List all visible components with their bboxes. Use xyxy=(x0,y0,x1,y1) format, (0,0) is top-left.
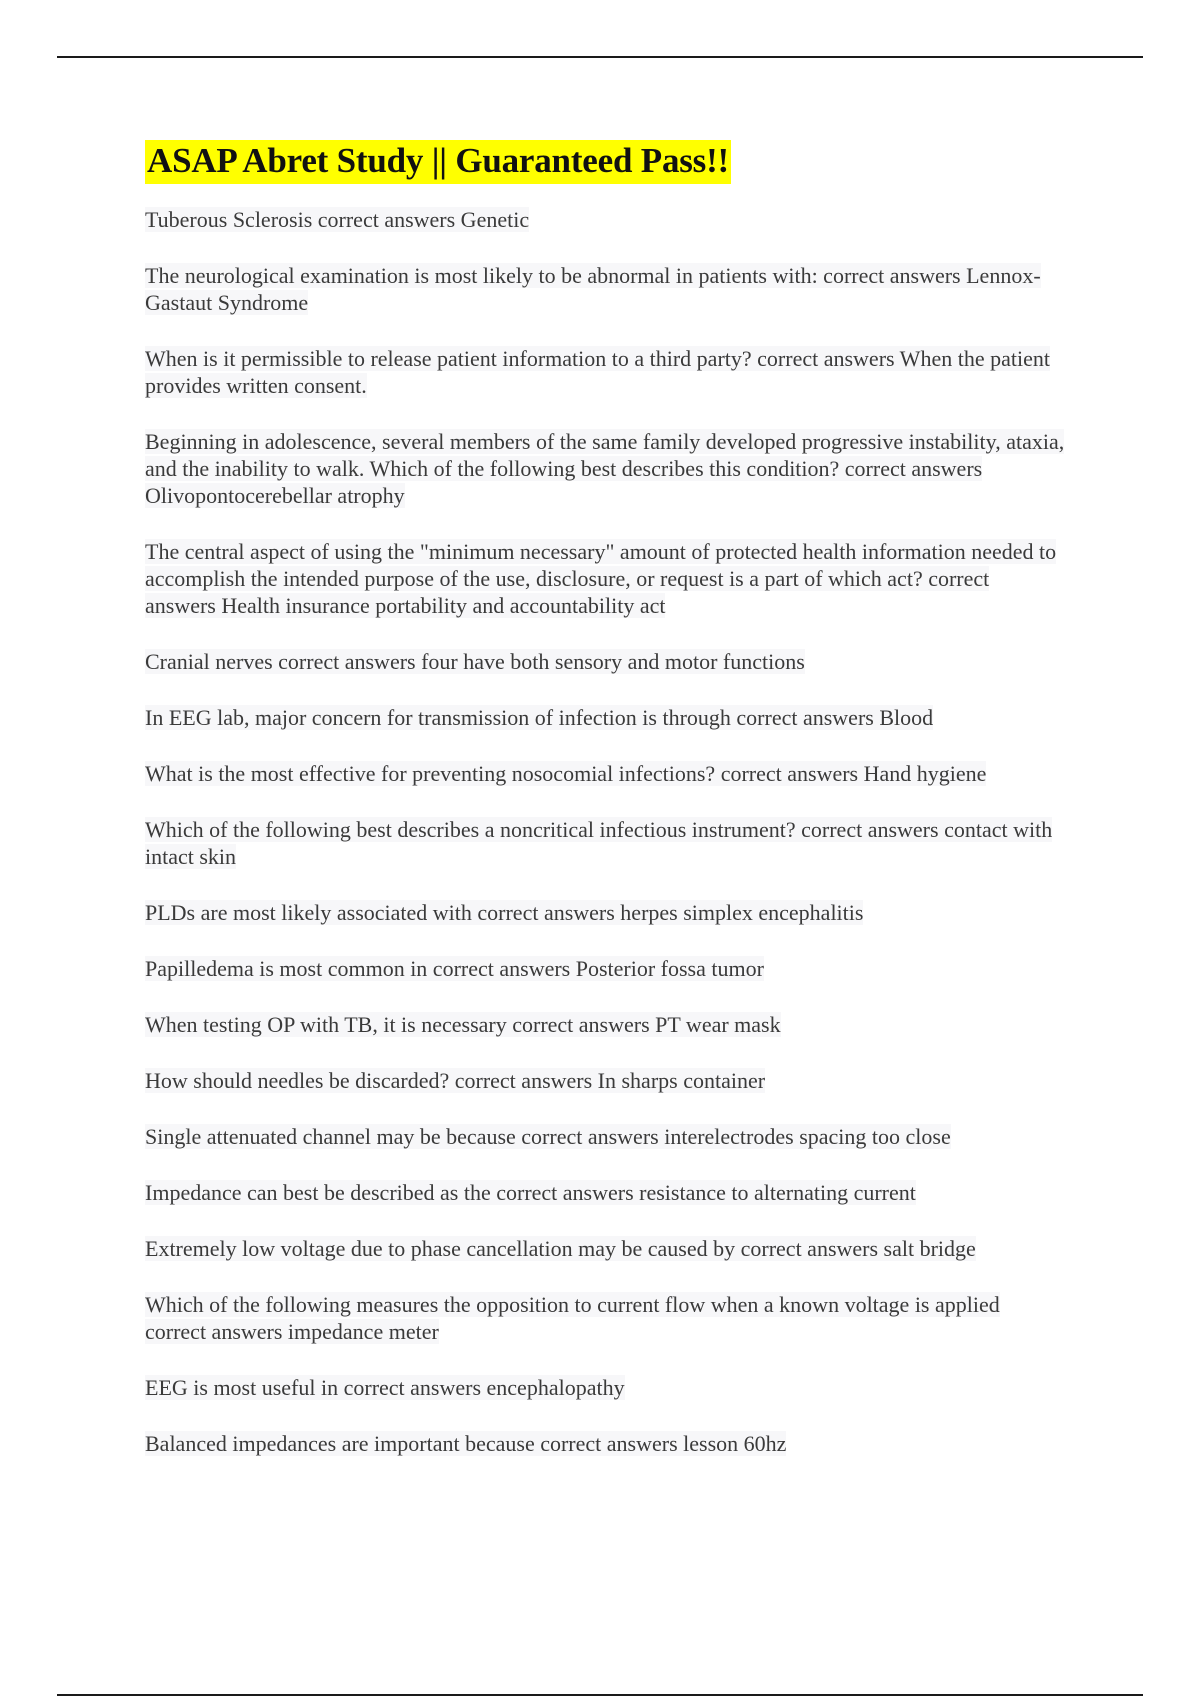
qa-text: Which of the following best describes a noncritical infectious instrument? correct answers contact with intact skin xyxy=(145,817,1053,869)
qa-text: Single attenuated channel may be because correct answers interelectrodes spacing too close xyxy=(145,1124,951,1149)
bottom-rule xyxy=(57,1694,1143,1696)
list-item xyxy=(145,955,1065,982)
list-item xyxy=(145,206,1065,233)
list-item xyxy=(145,1374,1065,1401)
list-item xyxy=(145,1235,1065,1262)
list-item xyxy=(145,538,1065,619)
qa-text: The central aspect of using the "minimum necessary" amount of protected health information needed to accomplish the intended purpose of the use, disclosure, or request is a part of which act? correct answers Health insurance portability and accountability act xyxy=(145,539,1057,618)
qa-text: How should needles be discarded? correct answers In sharps container xyxy=(145,1068,766,1093)
list-item xyxy=(145,899,1065,926)
list-item xyxy=(145,262,1065,316)
list-item xyxy=(145,345,1065,399)
list-item xyxy=(145,428,1065,509)
qa-text: EEG is most useful in correct answers encephalopathy xyxy=(145,1375,625,1400)
list-item xyxy=(145,1430,1065,1457)
qa-text: PLDs are most likely associated with correct answers herpes simplex encephalitis xyxy=(145,900,864,925)
qa-text: When is it permissible to release patient information to a third party? correct answers When the patient provides written consent. xyxy=(145,346,1050,398)
qa-text: Balanced impedances are important because correct answers lesson 60hz xyxy=(145,1431,787,1456)
qa-text: What is the most effective for preventing nosocomial infections? correct answers Hand hygiene xyxy=(145,761,987,786)
qa-text: The neurological examination is most likely to be abnormal in patients with: correct answers Lennox-Gastaut Syndrome xyxy=(145,263,1041,315)
qa-text: Papilledema is most common in correct answers Posterior fossa tumor xyxy=(145,956,764,981)
qa-text: Cranial nerves correct answers four have both sensory and motor functions xyxy=(145,649,805,674)
list-item xyxy=(145,1067,1065,1094)
qa-text: Impedance can best be described as the correct answers resistance to alternating current xyxy=(145,1180,916,1205)
qa-list xyxy=(145,206,1065,1457)
list-item xyxy=(145,1179,1065,1206)
list-item xyxy=(145,760,1065,787)
list-item xyxy=(145,1011,1065,1038)
top-rule xyxy=(57,56,1143,58)
qa-text: Extremely low voltage due to phase cancellation may be caused by correct answers salt bridge xyxy=(145,1236,976,1261)
list-item xyxy=(145,1291,1065,1345)
qa-text: Which of the following measures the opposition to current flow when a known voltage is applied correct answers impedance meter xyxy=(145,1292,1000,1344)
title-block xyxy=(145,140,1065,184)
document-body xyxy=(145,140,1065,1486)
qa-text: When testing OP with TB, it is necessary correct answers PT wear mask xyxy=(145,1012,781,1037)
qa-text: In EEG lab, major concern for transmission of infection is through correct answers Blood xyxy=(145,705,934,730)
list-item xyxy=(145,1123,1065,1150)
list-item xyxy=(145,704,1065,731)
document-title: ASAP Abret Study || Guaranteed Pass!! xyxy=(145,140,731,184)
list-item xyxy=(145,816,1065,870)
list-item xyxy=(145,648,1065,675)
qa-text: Tuberous Sclerosis correct answers Genetic xyxy=(145,207,530,232)
qa-text: Beginning in adolescence, several members of the same family developed progressive instability, ataxia, and the inability to walk. Which of the following best describes this condition? correct answers Olivopontocerebellar atrophy xyxy=(145,429,1065,508)
